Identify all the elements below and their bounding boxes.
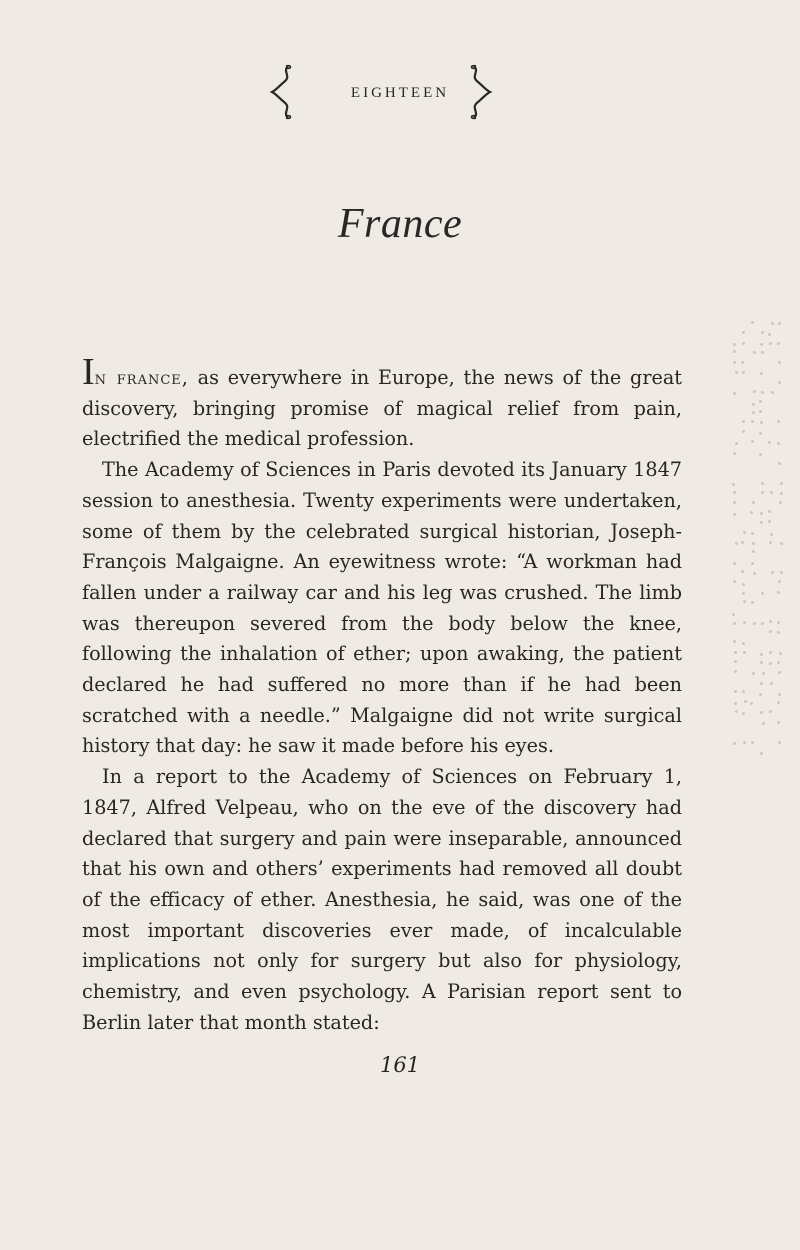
bleed-dot (735, 710, 738, 713)
bleed-dot (733, 392, 736, 395)
bleed-dot (762, 722, 765, 725)
bleed-dot (733, 452, 736, 455)
bleed-dot (742, 690, 745, 693)
bleed-dot (778, 741, 781, 744)
bleed-dot (777, 591, 780, 594)
bleed-dot (759, 400, 762, 403)
bleed-dot (751, 562, 754, 565)
bleed-dot (770, 533, 773, 536)
bleed-dot (778, 361, 781, 364)
bleed-dot (732, 613, 735, 616)
page-number: 161 (379, 1053, 421, 1077)
bleed-dot (761, 391, 764, 394)
bleed-dot (778, 580, 781, 583)
bleed-dot (770, 491, 773, 494)
bleed-dot (753, 622, 756, 625)
bleed-dot (761, 491, 764, 494)
bleed-dot (760, 653, 763, 656)
bleed-dot (780, 571, 783, 574)
bleed-dot (780, 482, 783, 485)
bleed-dot (733, 491, 736, 494)
body-text (82, 351, 682, 1038)
bleed-dot (760, 521, 763, 524)
bleed-dot (751, 440, 754, 443)
bleed-dot (752, 672, 755, 675)
bleed-dot (742, 583, 745, 586)
paragraph-2: The Academy of Sciences in Paris devoted its January 1847 session to anesthesia. Twenty experiments were undertaken, some of them by the celebrated surgical historian, Joseph-François Malgaigne. An eyewitness wrote: “A workman had fallen under a railway car and his leg was crushed. The limb was thereupon severed from the body below the knee, following the inhalation of ether; upon awaking, the patient declared he had suffered no more than if he had been scratched with a needle.” Malgaigne did not write surgical history that day: he saw it made before his eyes. (82, 458, 682, 758)
bleed-dot (777, 721, 780, 724)
bleed-dot (742, 642, 745, 645)
bleed-dot (777, 621, 780, 624)
bleed-dot (778, 381, 781, 384)
bleed-dot (760, 661, 763, 664)
bleed-dot (743, 600, 746, 603)
bleed-dot (778, 693, 781, 696)
bleed-dot (742, 712, 745, 715)
bleed-dot (760, 752, 763, 755)
bleed-dot (735, 542, 738, 545)
bleed-dot (760, 512, 763, 515)
lead-in-small-caps: n france, (94, 366, 189, 389)
bleed-dot (734, 702, 737, 705)
bleed-dot (735, 442, 738, 445)
bleed-dot (735, 371, 738, 374)
paragraph-3: In a report to the Academy of Sciences on February 1, 1847, Alfred Velpeau, who on the eve of the discovery had declared that surgery and pain were inseparable, announced that his own and others’ experiments had removed all doubt of the efficacy of ether. Anesthesia, he said, was one of the most important discoveries ever made, of incalculable implications not only for surgery but also for physiology, chemistry, and even psychology. A Parisian report sent to Berlin later that month stated: (82, 765, 682, 1034)
bleed-dot (768, 510, 771, 513)
bleed-dot (771, 322, 774, 325)
bleed-dot (777, 631, 780, 634)
bleed-dot (778, 671, 781, 674)
bleed-dot (742, 592, 745, 595)
bleed-dot (761, 351, 764, 354)
bleed-dot (768, 333, 771, 336)
bleed-dot (742, 420, 745, 423)
bleed-dot (761, 331, 764, 334)
bleed-dot (733, 361, 736, 364)
bleed-dot (779, 501, 782, 504)
bleed-dot (760, 421, 763, 424)
bleed-dot (777, 342, 780, 345)
bleed-dot (742, 331, 745, 334)
bleed-dot (733, 513, 736, 516)
chapter-title: France (337, 201, 463, 247)
bleed-dot (760, 682, 763, 685)
bleed-dot (778, 322, 781, 325)
bleed-dot (734, 690, 737, 693)
bleed-dot (778, 462, 781, 465)
bleed-dot (769, 630, 772, 633)
chapter-header (0, 62, 800, 122)
bleed-dot (768, 441, 771, 444)
bleed-dot (742, 342, 745, 345)
bleed-dot (750, 702, 753, 705)
bleed-dot (769, 662, 772, 665)
bleed-dot (751, 741, 754, 744)
bleed-dot (752, 403, 755, 406)
bleed-dot (780, 542, 783, 545)
bleed-dot (769, 620, 772, 623)
bleed-dot (753, 351, 756, 354)
bleed-dot (753, 390, 756, 393)
bleed-dot (734, 660, 737, 663)
paragraph-1-text: as everywhere in Europe, the news of the great discovery, bringing promise of magical relief from pain, electrified the medical profession. (82, 366, 682, 451)
bleed-dot (741, 541, 744, 544)
bleed-dot (734, 670, 737, 673)
bleed-dot (742, 371, 745, 374)
bleed-dot (742, 430, 745, 433)
bleed-dot (744, 700, 747, 703)
bleed-dot (768, 520, 771, 523)
bleed-dot (761, 482, 764, 485)
bleed-dot (733, 742, 736, 745)
bleed-dot (770, 682, 773, 685)
bleed-dot (761, 622, 764, 625)
bleed-dot (733, 562, 736, 565)
bleed-dot (759, 432, 762, 435)
bleed-dot (759, 693, 762, 696)
bleed-dot (761, 592, 764, 595)
bleed-dot (771, 571, 774, 574)
bleed-dot (743, 531, 746, 534)
bleed-dot (750, 511, 753, 514)
bleed-dot (769, 651, 772, 654)
bleed-dot (777, 420, 780, 423)
bleed-dot (779, 652, 782, 655)
bleed-dot (741, 361, 744, 364)
bleed-dot (752, 501, 755, 504)
bleed-dot (733, 343, 736, 346)
paragraph-1 (82, 351, 682, 455)
bleed-dot (732, 483, 735, 486)
bleed-dot (777, 661, 780, 664)
bleed-dot (769, 541, 772, 544)
bleed-dot (752, 542, 755, 545)
bleed-dot (733, 350, 736, 353)
bleed-dot (733, 640, 736, 643)
bleed-dot (751, 601, 754, 604)
bleed-dot (780, 492, 783, 495)
bleed-dot (751, 420, 754, 423)
bleed-dot (771, 391, 774, 394)
bleed-dot (769, 342, 772, 345)
bleed-dot (743, 741, 746, 744)
bleed-dot (769, 710, 772, 713)
bleed-dot (743, 621, 746, 624)
bleed-dot (734, 651, 737, 654)
bleed-dot (751, 532, 754, 535)
bleed-dot (760, 372, 763, 375)
chapter-number-label: EIGHTEEN (350, 85, 450, 101)
bleed-dot (762, 672, 765, 675)
bleed-dot (743, 651, 746, 654)
bleed-dot (751, 321, 754, 324)
bleed-dot (752, 550, 755, 553)
bleed-dot (753, 572, 756, 575)
bleed-dot (759, 453, 762, 456)
bleed-dot (759, 410, 762, 413)
bleed-dot (741, 570, 744, 573)
bleed-dot (733, 622, 736, 625)
bleed-dot (733, 580, 736, 583)
margin-bleed-through (732, 320, 792, 760)
bleed-dot (777, 442, 780, 445)
right-bracket-ornament-icon (460, 62, 500, 122)
bleed-dot (777, 701, 780, 704)
drop-cap: I (82, 351, 95, 393)
bleed-dot (752, 411, 755, 414)
bleed-dot (760, 711, 763, 714)
bleed-dot (760, 343, 763, 346)
bleed-dot (733, 501, 736, 504)
